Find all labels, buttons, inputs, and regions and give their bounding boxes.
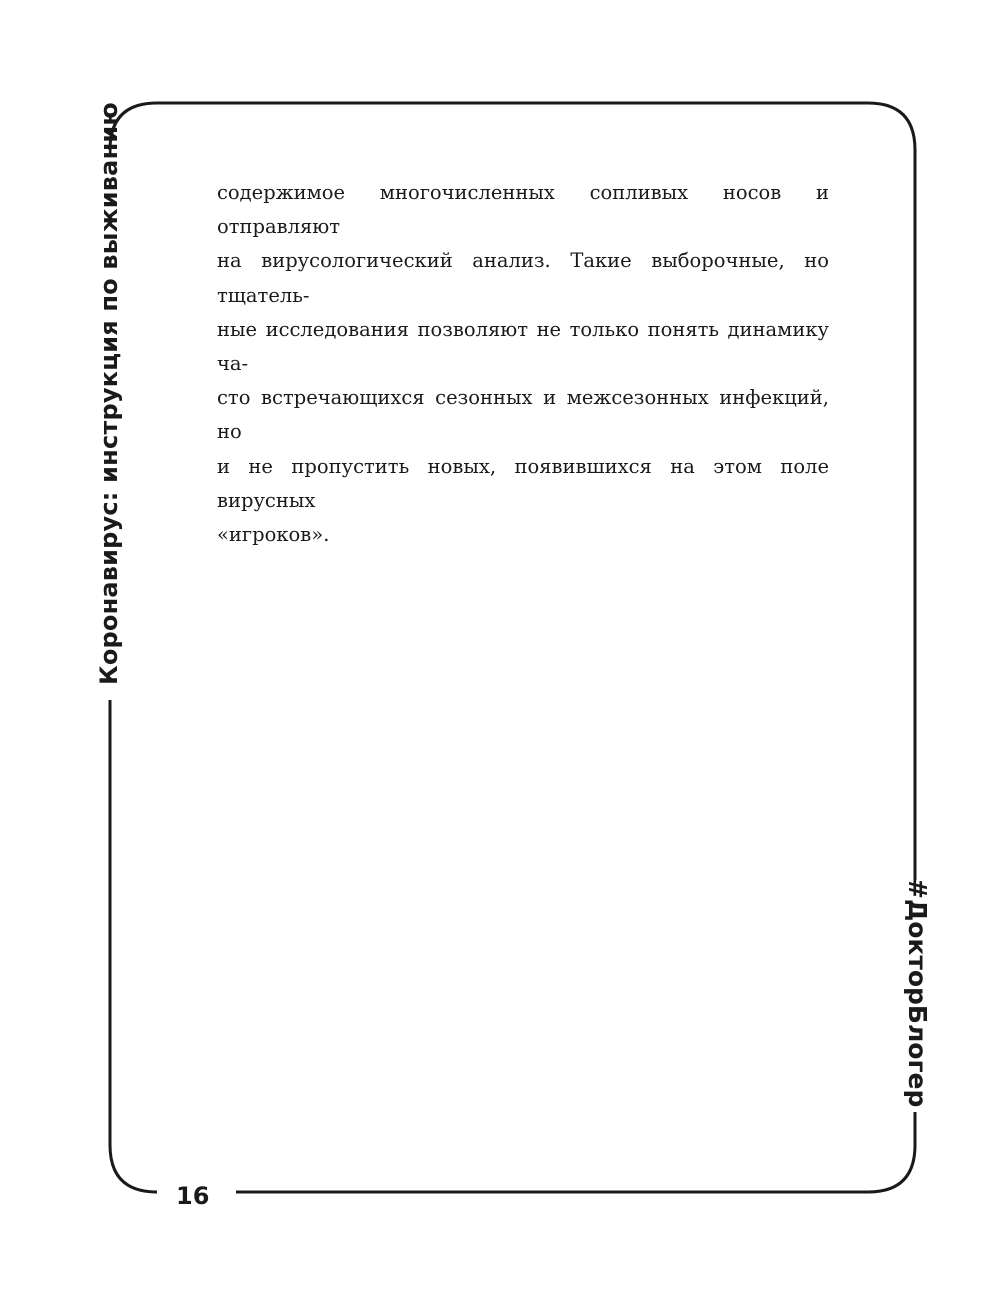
text-line: содержимое многочисленных сопливых носов и отправляют (217, 181, 829, 239)
running-title-text: Коронавирус: инструкция по выживанию (95, 102, 123, 685)
text-line: «игроков». (217, 523, 330, 547)
text-line: сто встречающихся сезонных и межсезонных инфекций, но (217, 386, 829, 444)
body-paragraph (217, 176, 829, 552)
text-line: и не пропустить новых, появившихся на этом поле вирусных (217, 454, 829, 512)
running-tag-text: #ДокторБлогер (903, 878, 932, 1108)
text-line: на вирусологический анализ. Такие выборочные, но тщатель- (217, 249, 829, 307)
page-number: 16 (176, 1182, 210, 1210)
text-line: ные исследования позволяют не только понять динамику ча- (217, 317, 829, 376)
